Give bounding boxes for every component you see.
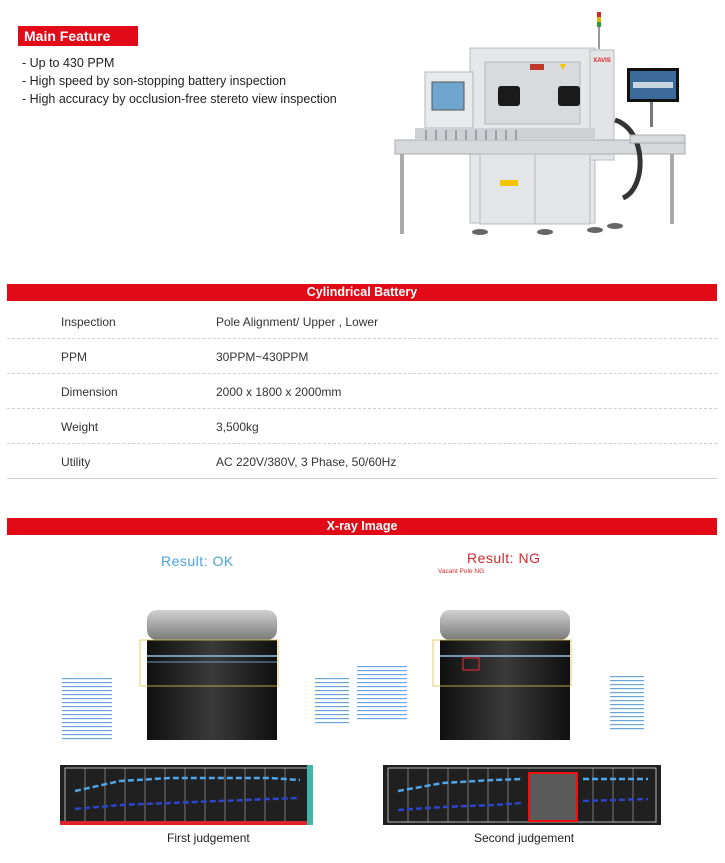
- spec-row-dimension: [7, 374, 717, 409]
- caption-second-judgement: Second judgement: [474, 831, 575, 845]
- spec-table: [7, 304, 717, 479]
- feature-item: - Up to 430 PPM: [22, 56, 115, 70]
- machine-brand-label: XAVIS: [593, 58, 611, 64]
- result-ok-label: Result: OK: [161, 553, 234, 569]
- feature-item: - High speed by son-stopping battery inspection: [22, 74, 287, 88]
- spec-value: 3,500kg: [216, 420, 259, 434]
- spec-row-inspection: [7, 304, 717, 339]
- spec-label: Weight: [61, 420, 99, 434]
- spec-row-utility: [7, 444, 717, 479]
- section-header-battery: Cylindrical Battery: [7, 284, 717, 301]
- spec-label: Dimension: [61, 385, 118, 399]
- spec-row-ppm: [7, 339, 717, 374]
- inspection-machine-image: [385, 10, 695, 242]
- first-judgement-strip: [60, 765, 313, 825]
- main-feature-title: Main Feature: [18, 26, 138, 46]
- feature-item: - High accuracy by occlusion-free stereto view inspection: [22, 92, 337, 106]
- xray-image-ng: [355, 596, 645, 746]
- xray-image-ok: [60, 596, 350, 746]
- second-judgement-strip: [383, 765, 661, 825]
- spec-value: 2000 x 1800 x 2000mm: [216, 385, 342, 399]
- ng-detail-label: Vacant Pole NG: [438, 568, 485, 575]
- section-header-xray: X-ray Image: [7, 518, 717, 535]
- caption-first-judgement: First judgement: [167, 831, 250, 845]
- spec-label: PPM: [61, 350, 88, 364]
- spec-value: Pole Alignment/ Upper , Lower: [216, 315, 379, 329]
- spec-row-weight: [7, 409, 717, 444]
- spec-label: Inspection: [61, 315, 116, 329]
- spec-label: Utility: [61, 455, 91, 469]
- spec-value: AC 220V/380V, 3 Phase, 50/60Hz: [216, 455, 397, 469]
- result-ng-label: Result: NG: [467, 550, 541, 566]
- spec-value: 30PPM~430PPM: [216, 350, 309, 364]
- feature-list: [22, 54, 337, 108]
